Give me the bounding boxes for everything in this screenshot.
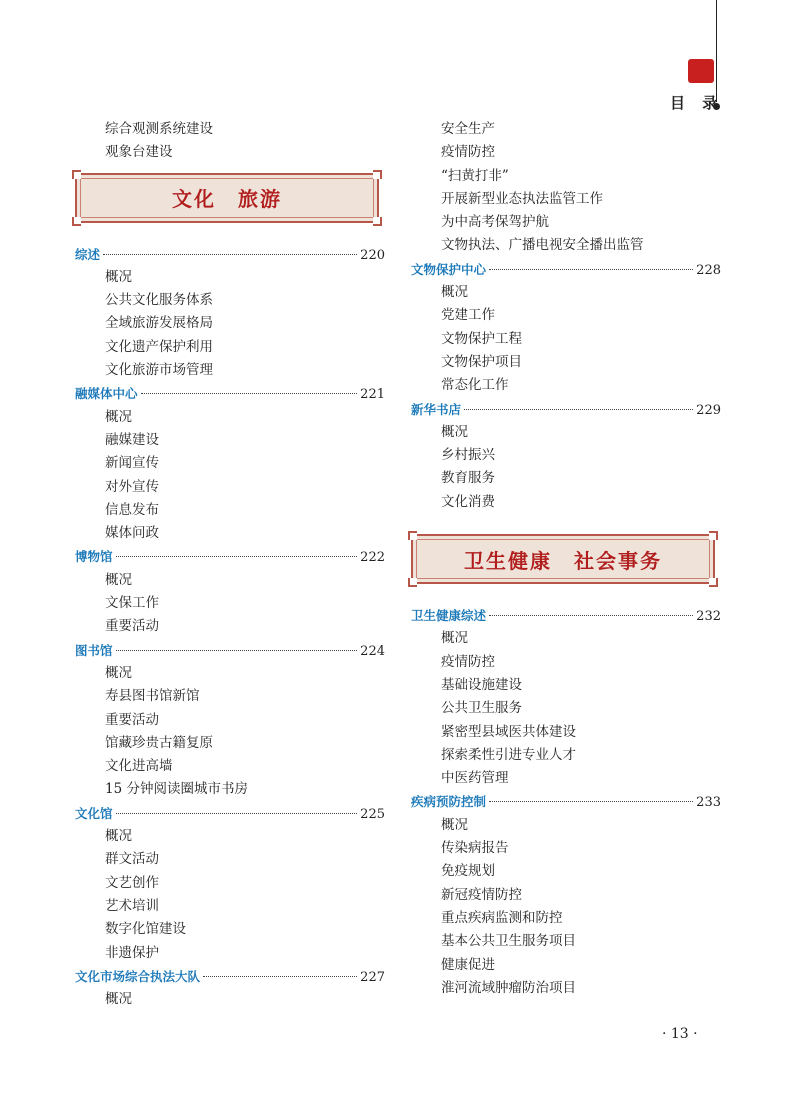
header-vertical-rule — [716, 0, 717, 102]
toc-subitem[interactable]: 安全生产 — [441, 121, 495, 137]
category-name: 综述 — [75, 246, 101, 262]
toc-category[interactable] — [75, 382, 385, 405]
toc-category[interactable] — [75, 545, 385, 568]
category-page-number: 220 — [360, 247, 385, 263]
toc-subitem[interactable]: 群文活动 — [105, 851, 159, 868]
toc-subitem[interactable]: 基础设施建设 — [441, 676, 522, 693]
dot-leader — [489, 801, 693, 802]
banner-corner — [72, 170, 81, 179]
toc-subitem[interactable]: 新闻宣传 — [105, 455, 159, 472]
toc-subitem[interactable]: 概况 — [441, 284, 468, 301]
dot-leader — [116, 650, 358, 651]
toc-category[interactable] — [75, 639, 385, 662]
toc-subitem[interactable]: 健康促进 — [441, 956, 495, 973]
toc-subitem[interactable]: 概况 — [441, 816, 468, 833]
toc-subitem[interactable]: 全域旅游发展格局 — [105, 315, 213, 332]
toc-subitem[interactable]: 概况 — [105, 571, 132, 588]
category-name: 新华书店 — [411, 401, 462, 417]
toc-subitem[interactable]: 教育服务 — [441, 470, 495, 487]
category-name: 文物保护中心 — [411, 261, 487, 277]
left-lead-items — [75, 118, 385, 165]
toc-subitem[interactable]: 观象台建设 — [105, 144, 173, 161]
toc-subitem[interactable]: 文物保护工程 — [441, 330, 522, 347]
category-page-number: 224 — [360, 643, 385, 659]
toc-subitem[interactable]: 重要活动 — [105, 618, 159, 635]
toc-subitem[interactable]: 综合观测系统建设 — [105, 121, 213, 137]
banner-corner — [72, 217, 81, 226]
dot-leader — [116, 556, 358, 557]
toc-subitem[interactable]: 常态化工作 — [441, 377, 509, 394]
toc-subitem[interactable]: 数字化馆建设 — [105, 921, 186, 938]
toc-subitem[interactable]: 公共文化服务体系 — [105, 292, 213, 309]
category-page-number: 229 — [696, 402, 721, 418]
toc-category[interactable] — [411, 604, 721, 627]
toc-subitem[interactable]: 艺术培训 — [105, 897, 159, 914]
category-page-number: 228 — [696, 262, 721, 278]
toc-subitem[interactable]: 新冠疫情防控 — [441, 886, 522, 903]
toc-subitem[interactable]: 党建工作 — [441, 307, 495, 324]
banner-title: 文化 旅游 — [172, 187, 282, 212]
toc-subitem[interactable]: 概况 — [105, 828, 132, 845]
toc-subitem[interactable]: 文化旅游市场管理 — [105, 362, 213, 379]
banner-corner — [709, 578, 718, 587]
toc-subitem[interactable]: 文化消费 — [441, 493, 495, 510]
toc-subitem[interactable]: 文化遗产保护利用 — [105, 338, 213, 355]
category-name: 文化馆 — [75, 805, 113, 821]
toc-subitem[interactable]: 传染病报告 — [441, 840, 509, 857]
toc-subitem[interactable]: 淮河流域肿瘤防治项目 — [441, 979, 576, 996]
toc-category[interactable] — [411, 790, 721, 813]
toc-subitem[interactable]: 寿县图书馆新馆 — [105, 688, 200, 705]
toc-subitem[interactable]: 开展新型业态执法监管工作 — [441, 190, 603, 207]
category-page-number: 221 — [360, 387, 385, 403]
toc-subitem[interactable]: 融媒建设 — [105, 431, 159, 448]
toc-subitem[interactable]: 馆藏珍贵古籍复原 — [105, 734, 213, 751]
section-label: 目 录 — [670, 94, 724, 112]
banner-title: 卫生健康 社会事务 — [464, 548, 662, 573]
toc-subitem[interactable]: 文物保护项目 — [441, 353, 522, 370]
toc-subitem[interactable]: 媒体问政 — [105, 525, 159, 542]
toc-subitem[interactable]: 疫情防控 — [441, 653, 495, 670]
right-categories-a — [411, 258, 721, 514]
banner-corner — [408, 578, 417, 587]
banner-corner — [709, 531, 718, 540]
dot-leader — [103, 254, 357, 255]
dot-leader — [489, 269, 693, 270]
toc-subitem[interactable]: 概况 — [441, 630, 468, 647]
yearbook-seal-logo — [688, 59, 714, 83]
toc-subitem[interactable]: 概况 — [105, 991, 132, 1008]
category-name: 图书馆 — [75, 642, 113, 658]
toc-subitem[interactable]: 概况 — [441, 423, 468, 440]
toc-subitem[interactable]: 紧密型县域医共体建设 — [441, 723, 576, 740]
category-name: 博物馆 — [75, 549, 113, 565]
dot-leader — [116, 813, 358, 814]
page-number: · 13 · — [662, 1026, 698, 1042]
toc-subitem[interactable]: 15 分钟阅读圈城市书房 — [105, 781, 248, 798]
banner-corner — [373, 217, 382, 226]
right-column — [411, 118, 721, 1000]
dot-leader — [203, 976, 357, 977]
toc-subitem[interactable]: 探索柔性引进专业人才 — [441, 746, 576, 763]
toc-subitem[interactable]: 中医药管理 — [441, 770, 509, 787]
toc-subitem[interactable]: 疫情防控 — [441, 144, 495, 161]
toc-subitem[interactable]: 文化进高墙 — [105, 758, 173, 775]
category-name: 文化市场综合执法大队 — [75, 968, 201, 984]
dot-leader — [141, 393, 358, 394]
right-lead-items — [411, 118, 721, 258]
left-categories — [75, 243, 385, 1012]
toc-category[interactable] — [75, 802, 385, 825]
toc-category[interactable] — [75, 965, 385, 988]
toc-subitem[interactable]: 对外宣传 — [105, 478, 159, 495]
category-page-number: 232 — [696, 609, 721, 625]
category-page-number: 227 — [360, 969, 385, 985]
category-name: 融媒体中心 — [75, 386, 138, 402]
toc-category[interactable] — [411, 398, 721, 421]
toc-subitem[interactable]: 公共卫生服务 — [441, 700, 522, 717]
category-name: 疾病预防控制 — [411, 794, 487, 810]
dot-leader — [464, 409, 693, 410]
toc-subitem[interactable]: 乡村振兴 — [441, 447, 495, 464]
category-page-number: 233 — [696, 795, 721, 811]
toc-subitem[interactable]: 基本公共卫生服务项目 — [441, 933, 576, 950]
left-column — [75, 118, 385, 1011]
toc-subitem[interactable]: 重点疾病监测和防控 — [441, 909, 563, 926]
toc-subitem[interactable]: “扫黄打非” — [441, 167, 509, 184]
section-banner-health-social — [411, 534, 715, 584]
banner-corner — [373, 170, 382, 179]
toc-category[interactable] — [411, 258, 721, 281]
toc-subitem[interactable]: 免疫规划 — [441, 863, 495, 880]
toc-subitem[interactable]: 文艺创作 — [105, 874, 159, 891]
toc-subitem[interactable]: 非遗保护 — [105, 944, 159, 961]
banner-corner — [408, 531, 417, 540]
toc-category[interactable] — [75, 243, 385, 266]
toc-subitem[interactable]: 文物执法、广播电视安全播出监管 — [441, 237, 644, 254]
right-categories-b — [411, 604, 721, 1000]
category-name: 卫生健康综述 — [411, 608, 487, 624]
category-page-number: 225 — [360, 806, 385, 822]
section-banner-culture-tourism — [75, 173, 379, 223]
toc-subitem[interactable]: 文保工作 — [105, 595, 159, 612]
toc-subitem[interactable]: 概况 — [105, 268, 132, 285]
toc-subitem[interactable]: 概况 — [105, 408, 132, 425]
category-page-number: 222 — [360, 550, 385, 566]
dot-leader — [489, 615, 693, 616]
toc-subitem[interactable]: 概况 — [105, 664, 132, 681]
toc-subitem[interactable]: 重要活动 — [105, 711, 159, 728]
toc-subitem[interactable]: 为中高考保驾护航 — [441, 214, 549, 231]
toc-subitem[interactable]: 信息发布 — [105, 501, 159, 518]
